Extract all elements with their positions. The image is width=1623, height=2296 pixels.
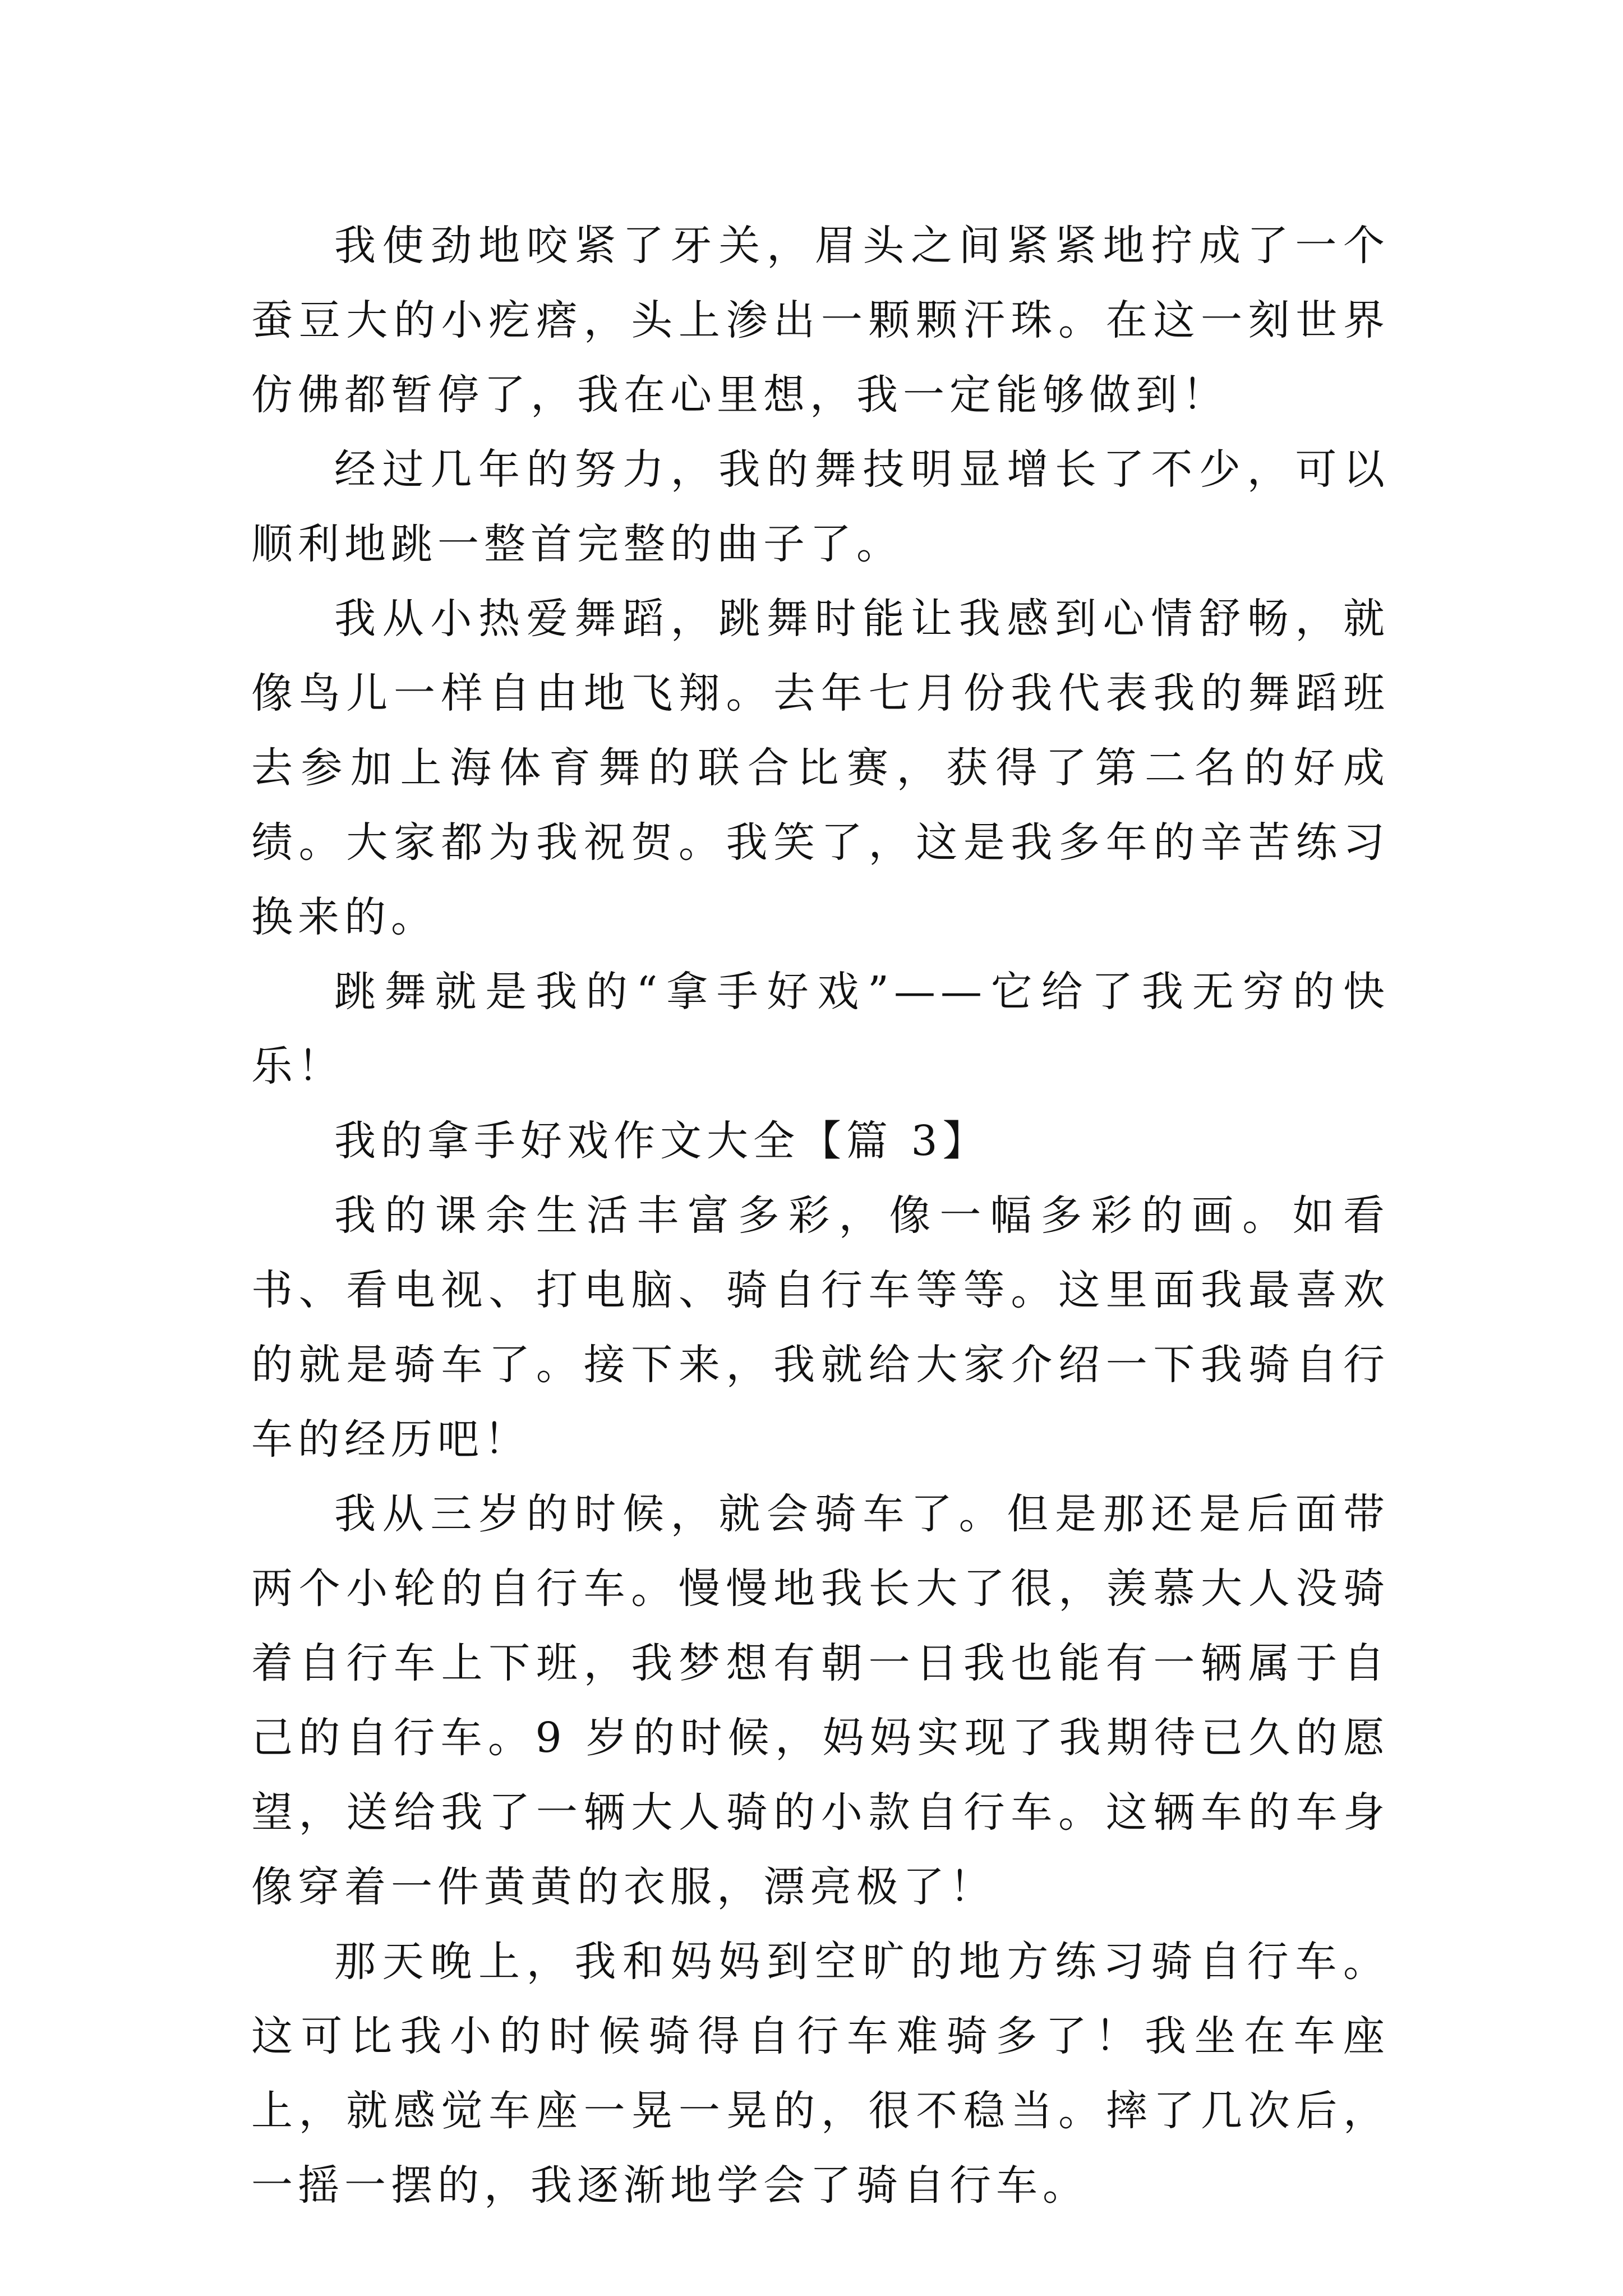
paragraph: 经过几年的努力，我的舞技明显增长了不少，可以顺利地跳一整首完整的曲子了。 xyxy=(251,445,1390,568)
paragraph: 我的课余生活丰富多彩，像一幅多彩的画。如看书、看电视、打电脑、骑自行车等等。这里面我最喜欢的就是骑车了。接下来，我就给大家介绍一下我骑自行车的经历吧！ xyxy=(251,1191,1390,1464)
paragraph: 那天晚上，我和妈妈到空旷的地方练习骑自行车。这可比我小的时候骑得自行车难骑多了！我坐在车座上，就感觉车座一晃一晃的，很不稳当。摔了几次后，一摇一摆的，我逐渐地学会了骑自行车。 xyxy=(251,1938,1390,2210)
document-body xyxy=(251,209,1390,2223)
paragraph: 我从小热爱舞蹈，跳舞时能让我感到心情舒畅，就像鸟儿一样自由地飞翔。去年七月份我代表我的舞蹈班去参加上海体育舞的联合比赛，获得了第二名的好成绩。大家都为我祝贺。我笑了，这是我多年的辛苦练习换来的。 xyxy=(251,595,1390,941)
paragraph: 跳舞就是我的“拿手好戏”——它给了我无穷的快乐！ xyxy=(251,968,1390,1091)
paragraph: 我从三岁的时候，就会骑车了。但是那还是后面带两个小轮的自行车。慢慢地我长大了很，羡慕大人没骑着自行车上下班，我梦想有朝一日我也能有一辆属于自己的自行车。9 岁的时候，妈妈实现了我期待已久的愿望，送给我了一辆大人骑的小款自行车。这辆车的车身像穿着一件黄黄的衣服，漂亮极了！ xyxy=(251,1490,1390,1911)
paragraph: 我使劲地咬紧了牙关，眉头之间紧紧地拧成了一个蚕豆大的小疙瘩，头上渗出一颗颗汗珠。在这一刻世界仿佛都暂停了，我在心里想，我一定能够做到！ xyxy=(251,222,1390,419)
section-heading: 我的拿手好戏作文大全【篇 3】 xyxy=(334,1117,989,1165)
